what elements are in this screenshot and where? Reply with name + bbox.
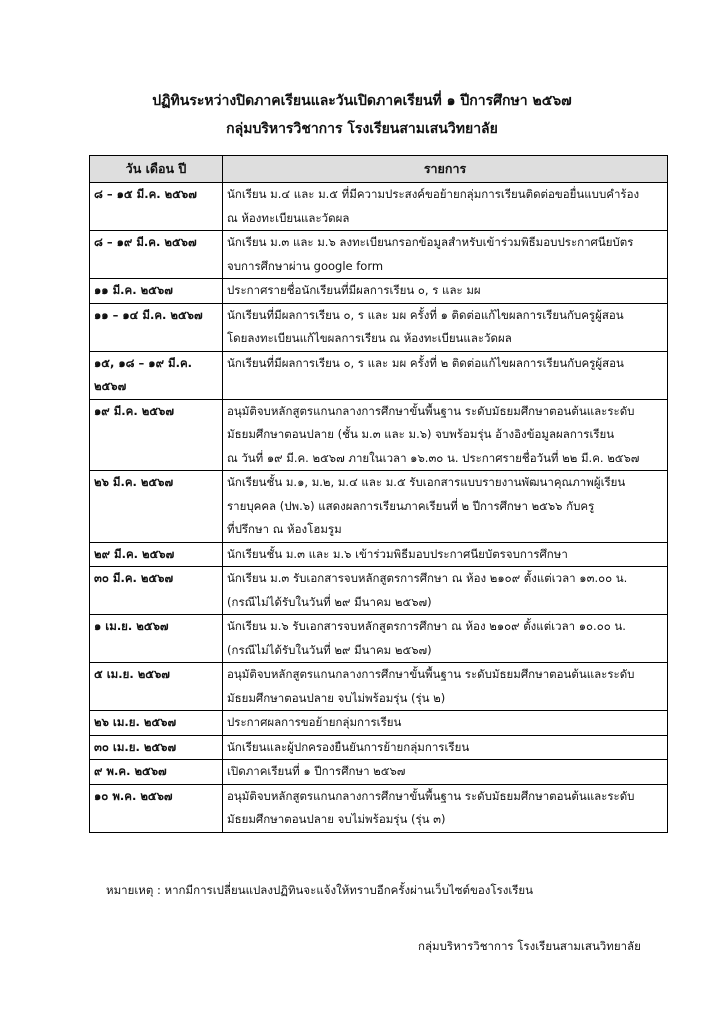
- table-row: [90, 231, 668, 279]
- row-detail: [223, 279, 668, 304]
- row-detail-line: นักเรียนที่มีผลการเรียน ๐, ร และ มผ ครั้งที่ ๑ ติดต่อแก้ไขผลการเรียนกับครูผู้สอน: [227, 307, 624, 322]
- table-header-row: [90, 156, 668, 183]
- row-date: [90, 711, 223, 736]
- row-date: [90, 735, 223, 760]
- row-date: [90, 615, 223, 663]
- note-text: หมายเหตุ : หากมีการเปลี่ยนแปลงปฏิทินจะแจ้งให้ทราบอีกครั้งผ่านเว็บไซต์ของโรงเรียน: [106, 883, 534, 897]
- row-date-line: ๓๐ เม.ย. ๒๕๖๗: [94, 739, 177, 754]
- row-date-line: ๒๙ มี.ค. ๒๕๖๗: [94, 546, 175, 561]
- row-date: [90, 399, 223, 471]
- row-detail-line: เปิดภาคเรียนที่ ๑ ปีการศึกษา ๒๕๖๗: [227, 764, 406, 778]
- row-detail-line: นักเรียน ม.๓ และ ม.๖ ลงทะเบียนกรอกข้อมูลสำหรับเข้าร่วมพิธีมอบประกาศนียบัตร: [227, 235, 634, 249]
- row-detail-line: ที่ปรึกษา ณ ห้องโฮมรูม: [227, 522, 342, 536]
- row-detail-line: อนุมัติจบหลักสูตรแกนกลางการศึกษาขั้นพื้นฐาน ระดับมัธยมศึกษาตอนต้นและระดับ: [227, 667, 635, 681]
- row-date-line: ๑ เม.ย. ๒๕๖๗: [94, 619, 169, 633]
- header-date: วัน เดือน ปี: [90, 156, 223, 183]
- row-detail-line: มัธยมศึกษาตอนปลาย จบไม่พร้อมรุ่น (รุ่น ๒): [227, 690, 446, 705]
- row-detail: [223, 399, 668, 471]
- row-date-line: ๒๖ มี.ค. ๒๕๖๗: [94, 475, 174, 489]
- table-row: [90, 735, 668, 760]
- row-detail-line: นักเรียนชั้น ม.๑, ม.๒, ม.๔ และ ม.๕ รับเอกสารแบบรายงานพัฒนาคุณภาพผู้เรียน: [227, 475, 626, 489]
- document-subtitle: กลุ่มบริหารวิชาการ โรงเรียนสามเสนวิทยาลัย: [226, 121, 498, 137]
- row-detail-line: อนุมัติจบหลักสูตรแกนกลางการศึกษาขั้นพื้นฐาน ระดับมัธยมศึกษาตอนต้นและระดับ: [227, 403, 635, 418]
- row-detail-line: อนุมัติจบหลักสูตรแกนกลางการศึกษาขั้นพื้นฐาน ระดับมัธยมศึกษาตอนต้นและระดับ: [227, 788, 635, 803]
- row-date-line: ๙ พ.ค. ๒๕๖๗: [94, 764, 167, 778]
- row-detail: [223, 760, 668, 785]
- table-row: [90, 303, 668, 351]
- row-date-line: ๕ เม.ย. ๒๕๖๗: [94, 667, 170, 681]
- row-detail-line: นักเรียนชั้น ม.๓ และ ม.๖ เข้าร่วมพิธีมอบประกาศนียบัตรจบการศึกษา: [227, 546, 568, 561]
- row-detail-line: รายบุคคล (ปพ.๖) แสดงผลการเรียนภาคเรียนที่ ๒ ปีการศึกษา ๒๕๖๖ กับครู: [227, 498, 595, 513]
- row-date: [90, 303, 223, 351]
- row-date-line: ๑๕, ๑๘ – ๑๙ มี.ค.: [94, 355, 193, 370]
- row-detail: [223, 663, 668, 711]
- row-date-line: ๑๑ – ๑๔ มี.ค. ๒๕๖๗: [94, 307, 203, 322]
- table-row: [90, 567, 668, 615]
- row-detail: [223, 231, 668, 279]
- row-date: [90, 231, 223, 279]
- row-date-line: ๑๑ มี.ค. ๒๕๖๗: [94, 283, 173, 297]
- table-row: [90, 399, 668, 471]
- row-detail: [223, 615, 668, 663]
- table-row: [90, 542, 668, 567]
- table-row: [90, 279, 668, 304]
- row-date-line: ๓๐ มี.ค. ๒๕๖๗: [94, 571, 174, 585]
- row-detail: [223, 471, 668, 543]
- row-detail: [223, 542, 668, 567]
- row-detail: [223, 351, 668, 399]
- row-date-line: ๘ – ๑๙ มี.ค. ๒๕๖๗: [94, 235, 197, 249]
- row-detail-line: นักเรียน ม.๖ รับเอกสารจบหลักสูตรการศึกษา ณ ห้อง ๒๑๐๙ ตั้งแต่เวลา ๑๐.๐๐ น.: [227, 619, 626, 633]
- table-row: [90, 784, 668, 832]
- row-detail-line: ณ ห้องทะเบียนและวัดผล: [227, 210, 350, 225]
- row-date-line: ๒๕๖๗: [94, 379, 127, 393]
- row-detail-line: มัธยมศึกษาตอนปลาย (ชั้น ม.๓ และ ม.๖) จบพร้อมรุ่น อ้างอิงข้อมูลผลการเรียน: [227, 427, 615, 441]
- row-date: [90, 663, 223, 711]
- row-detail-line: นักเรียน ม.๔ และ ม.๕ ที่มีความประสงค์ขอย้ายกลุ่มการเรียนติดต่อขอยื่นแบบคำร้อง: [227, 187, 640, 201]
- row-detail: [223, 784, 668, 832]
- row-date: [90, 279, 223, 304]
- table-row: [90, 760, 668, 785]
- header-detail: รายการ: [223, 156, 668, 183]
- row-detail-line: ณ วันที่ ๑๙ มี.ค. ๒๕๖๗ ภายในเวลา ๑๖.๓๐ น. ประกาศรายชื่อวันที่ ๒๒ มี.ค. ๒๕๖๗: [227, 450, 640, 465]
- calendar-table: [89, 155, 668, 833]
- row-detail-line: นักเรียน ม.๓ รับเอกสารจบหลักสูตรการศึกษา ณ ห้อง ๒๑๐๙ ตั้งแต่เวลา ๑๓.๐๐ น.: [227, 571, 628, 585]
- row-detail-line: ประกาศรายชื่อนักเรียนที่มีผลการเรียน ๐, ร และ มผ: [227, 283, 481, 297]
- row-date: [90, 351, 223, 399]
- table-row: [90, 471, 668, 543]
- row-detail-line: โดยลงทะเบียนแก้ไขผลการเรียน ณ ห้องทะเบียนและวัดผล: [227, 331, 512, 345]
- table-row: [90, 711, 668, 736]
- row-detail-line: (กรณีไม่ได้รับในวันที่ ๒๙ มีนาคม ๒๕๖๗): [227, 642, 432, 657]
- table-row: [90, 183, 668, 231]
- row-detail: [223, 711, 668, 736]
- row-date-line: ๘ – ๑๕ มี.ค. ๒๕๖๗: [94, 187, 197, 201]
- row-date: [90, 471, 223, 543]
- row-detail: [223, 567, 668, 615]
- row-date-line: ๑๙ มี.ค. ๒๕๖๗: [94, 403, 174, 418]
- row-detail-line: (กรณีไม่ได้รับในวันที่ ๒๙ มีนาคม ๒๕๖๗): [227, 594, 432, 609]
- row-date: [90, 542, 223, 567]
- table-row: [90, 615, 668, 663]
- document-title: ปฏิทินระหว่างปิดภาคเรียนและวันเปิดภาคเรียนที่ ๑ ปีการศึกษา ๒๕๖๗: [152, 93, 572, 109]
- row-detail-line: จบการศึกษาผ่าน google form: [227, 258, 384, 273]
- row-detail-line: มัธยมศึกษาตอนปลาย จบไม่พร้อมรุ่น (รุ่น ๓): [227, 812, 446, 826]
- calendar-body: [90, 183, 668, 833]
- row-date-line: ๒๖ เม.ย. ๒๕๖๗: [94, 715, 177, 729]
- footer-signature: กลุ่มบริหารวิชาการ โรงเรียนสามเสนวิทยาลัย: [418, 939, 641, 953]
- row-date: [90, 760, 223, 785]
- row-date-line: ๑๐ พ.ค. ๒๕๖๗: [94, 788, 173, 803]
- row-detail-line: นักเรียนและผู้ปกครองยืนยันการย้ายกลุ่มการเรียน: [227, 739, 470, 754]
- row-detail-line: นักเรียนที่มีผลการเรียน ๐, ร และ มผ ครั้งที่ ๒ ติดต่อแก้ไขผลการเรียนกับครูผู้สอน: [227, 355, 624, 370]
- table-row: [90, 663, 668, 711]
- table-row: [90, 351, 668, 399]
- row-date: [90, 567, 223, 615]
- row-detail: [223, 183, 668, 231]
- row-detail: [223, 735, 668, 760]
- row-detail-line: ประกาศผลการขอย้ายกลุ่มการเรียน: [227, 715, 402, 729]
- row-date: [90, 784, 223, 832]
- row-date: [90, 183, 223, 231]
- row-detail: [223, 303, 668, 351]
